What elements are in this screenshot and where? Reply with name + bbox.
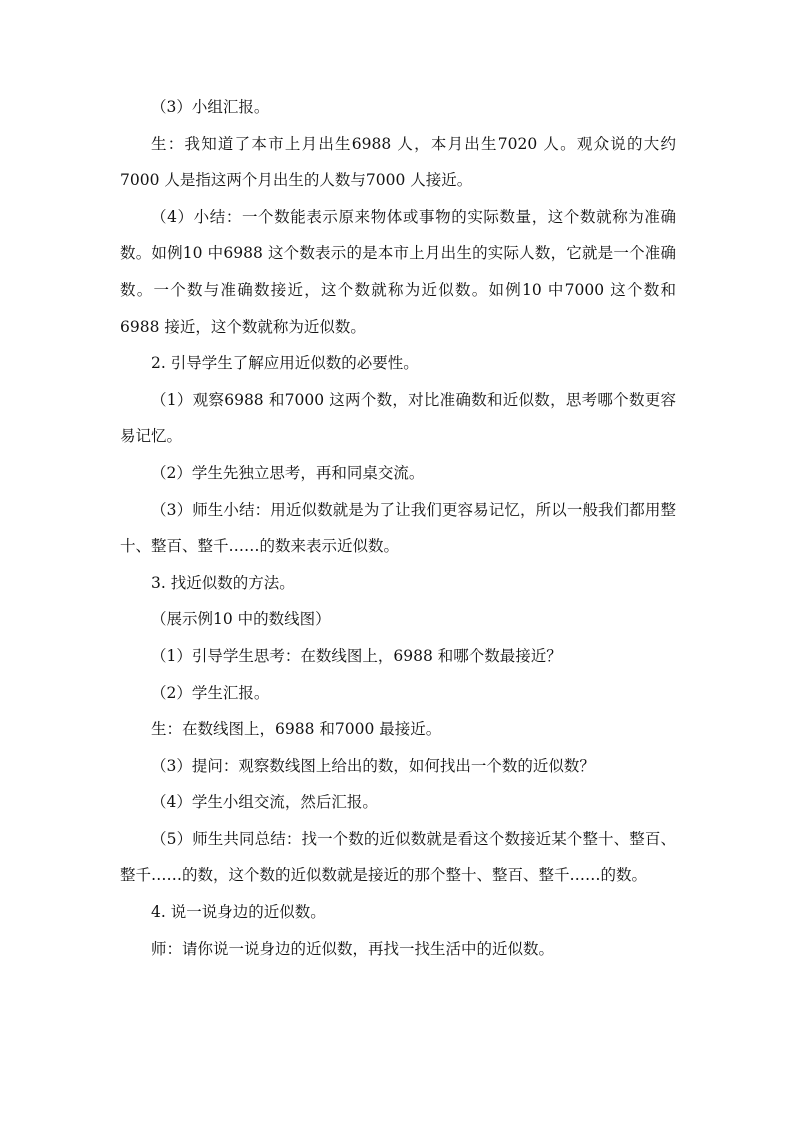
paragraph-question: （3）提问：观察数线图上给出的数，如何找出一个数的近似数？ bbox=[151, 756, 595, 775]
heading-nearby-approximations: 4. 说一说身边的近似数。 bbox=[151, 903, 326, 922]
paragraph-student-number-line-answer: 生：在数线图上，6988 和7000 最接近。 bbox=[151, 720, 442, 739]
heading-necessity: 2. 引导学生了解应用近似数的必要性。 bbox=[151, 354, 419, 373]
paragraph-think-exchange: （2）学生先独立思考，再和同桌交流。 bbox=[151, 463, 425, 482]
paragraph-guide-thinking: （1）引导学生思考：在数线图上，6988 和哪个数最接近？ bbox=[151, 646, 562, 665]
paragraph-summary-definitions: （4）小结：一个数能表示原来物体或事物的实际数量，这个数就称为准确数。如例10 中6988 这个数表示的是本市上月出生的实际人数，它就是一个准确数。一个数与准确数接近，这个数就称为近似数。如例10 中7000 这个数和6988 接近，这个数就称为近似数。 bbox=[120, 207, 676, 336]
paragraph-teacher-prompt: 师：请你说一说身边的近似数，再找一找生活中的近似数。 bbox=[151, 939, 555, 958]
paragraph-teacher-student-summary: （3）师生小结：用近似数就是为了让我们更容易记忆，所以一般我们都用整十、整百、整千……的数来表示近似数。 bbox=[120, 500, 676, 556]
document-body bbox=[120, 89, 676, 967]
paragraph-show-number-line: （展示例10 中的数线图） bbox=[151, 610, 331, 629]
paragraph-observe-compare: （1）观察6988 和7000 这两个数，对比准确数和近似数，思考哪个数更容易记忆。 bbox=[120, 390, 676, 446]
paragraph-group-exchange: （4）学生小组交流，然后汇报。 bbox=[151, 793, 378, 812]
paragraph-student-report: （2）学生汇报。 bbox=[151, 683, 270, 702]
paragraph-joint-summary: （5）师生共同总结：找一个数的近似数就是看这个数接近某个整十、整百、整千……的数，这个数的近似数就是接近的那个整十、整百、整千……的数。 bbox=[120, 829, 676, 885]
heading-method: 3. 找近似数的方法。 bbox=[151, 573, 295, 592]
paragraph-group-report: （3）小组汇报。 bbox=[151, 98, 270, 116]
paragraph-student-answer: 生：我知道了本市上月出生6988 人，本月出生7020 人。观众说的大约7000 人是指这两个月出生的人数与7000 人接近。 bbox=[120, 134, 676, 190]
